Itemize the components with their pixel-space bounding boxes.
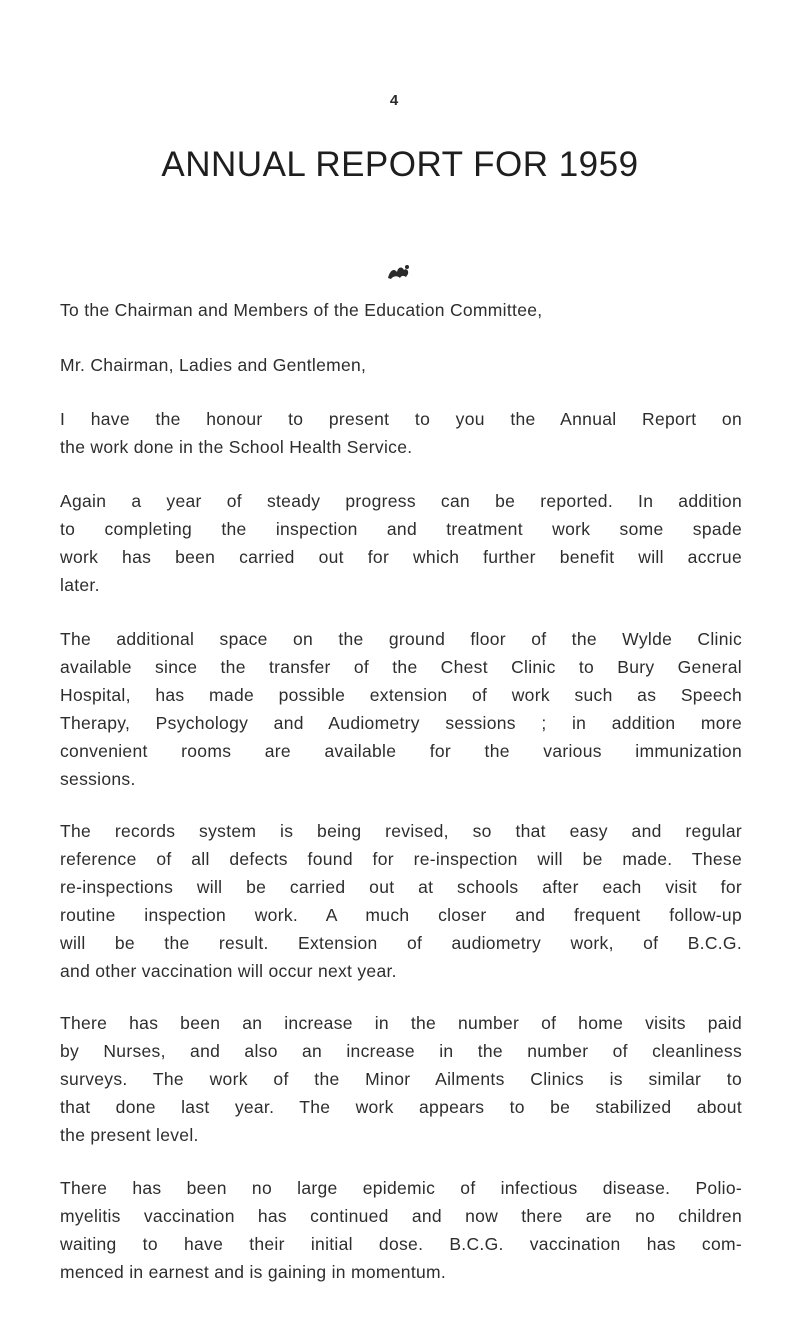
paragraph-line: Again a year of steady progress can be reported. In addition	[60, 491, 742, 511]
paragraph-line: convenient rooms are available for the various immunization	[60, 741, 742, 761]
paragraph-line: routine inspection work. A much closer and frequent follow-up	[60, 905, 742, 925]
paragraph-line: work has been carried out for which further benefit will accrue	[60, 547, 742, 567]
paragraph-line: sessions.	[60, 769, 136, 789]
paragraph-line: surveys. The work of the Minor Ailments Clinics is similar to	[60, 1069, 742, 1089]
page-number: 4	[389, 92, 399, 109]
paragraph-line: reference of all defects found for re-inspection will be made. These	[60, 849, 742, 869]
paragraph-line: the work done in the School Health Service.	[60, 437, 413, 457]
paragraph-line: to completing the inspection and treatment work some spade	[60, 519, 742, 539]
paragraph-5	[60, 1009, 742, 1149]
paragraph-3	[60, 625, 742, 793]
paragraph-2	[60, 487, 742, 599]
paragraph-line: menced in earnest and is gaining in momentum.	[60, 1262, 447, 1282]
paragraph-line: that done last year. The work appears to be stabilized about	[60, 1097, 742, 1117]
paragraph-6	[60, 1174, 742, 1286]
paragraph-line: available since the transfer of the Chest Clinic to Bury General	[60, 657, 742, 677]
paragraph-line: by Nurses, and also an increase in the number of cleanliness	[60, 1041, 742, 1061]
paragraph-line: later.	[60, 575, 100, 595]
decorative-flourish-icon	[385, 262, 411, 284]
paragraph-line: The additional space on the ground floor of the Wylde Clinic	[60, 629, 742, 649]
paragraph-line: There has been an increase in the number of home visits paid	[60, 1013, 742, 1033]
page-title: ANNUAL REPORT FOR 1959	[161, 145, 639, 184]
salutation-chairman	[60, 351, 742, 379]
paragraph-line: There has been no large epidemic of infectious disease. Polio-	[60, 1178, 742, 1198]
salutation-line: Mr. Chairman, Ladies and Gentlemen,	[60, 355, 367, 375]
paragraph-line: and other vaccination will occur next year.	[60, 961, 397, 981]
salutation-committee	[60, 296, 742, 324]
paragraph-4	[60, 817, 742, 985]
paragraph-line: myelitis vaccination has continued and now there are no children	[60, 1206, 742, 1226]
salutation-line: To the Chairman and Members of the Education Committee,	[60, 300, 543, 320]
paragraph-1	[60, 405, 742, 461]
paragraph-line: Therapy, Psychology and Audiometry sessions ; in addition more	[60, 713, 742, 733]
paragraph-line: The records system is being revised, so that easy and regular	[60, 821, 742, 841]
paragraph-line: re-inspections will be carried out at schools after each visit for	[60, 877, 742, 897]
paragraph-line: I have the honour to present to you the Annual Report on	[60, 409, 742, 429]
paragraph-line: waiting to have their initial dose. B.C.G. vaccination has com-	[60, 1234, 742, 1254]
paragraph-line: will be the result. Extension of audiometry work, of B.C.G.	[60, 933, 742, 953]
paragraph-line: Hospital, has made possible extension of work such as Speech	[60, 685, 742, 705]
paragraph-line: the present level.	[60, 1125, 199, 1145]
